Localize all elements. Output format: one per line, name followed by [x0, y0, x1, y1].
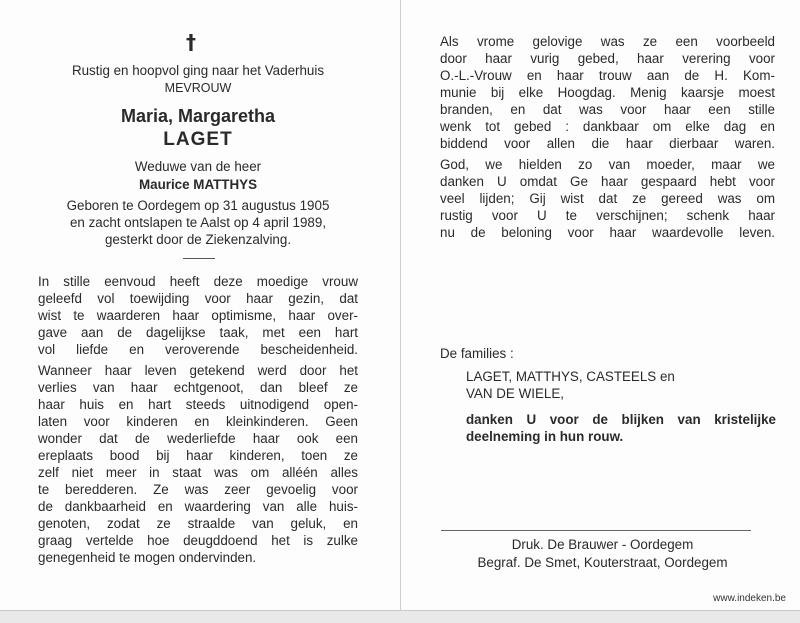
text-line: te beredderen. Ze was zeer gevoelig voor: [38, 482, 358, 497]
first-names: Maria, Margaretha: [120, 106, 276, 126]
printer-credit: Druk. De Brauwer - Oordegem: [511, 537, 694, 552]
sacrament-line: gesterkt door de Ziekenzalving.: [104, 232, 292, 247]
text-line: Als vrome gelovige was ze een voorbeeld: [440, 34, 775, 49]
salutation: MEVROUW: [164, 81, 232, 95]
text-line: Wanneer haar leven getekend werd door het: [38, 363, 358, 378]
text-line: vol liefde en veroverende bescheidenheid.: [38, 342, 358, 357]
fold-line: [400, 0, 401, 610]
text-line: O.-L.-Vrouw en haar trouw aan de H. Kom-: [440, 68, 775, 83]
family-names: LAGET, MATTHYS, CASTEELS en: [466, 369, 675, 384]
separator: [441, 530, 751, 531]
text-line: veel lijden; Gij wist dat ze gereed was om: [440, 191, 775, 206]
text-line: zelf niet meer in staat was om alléén alles: [38, 465, 358, 480]
text-line: wenk tot gebed : dankbaar om elke dag en: [440, 119, 775, 134]
text-line: de dankbaarheid en waardering van alle huis-: [38, 499, 358, 514]
thanks-line: danken U voor de blijken van kristelijke: [466, 412, 776, 427]
text-line: haar huis en hart steeds uitnodigend open-: [38, 397, 358, 412]
text-line: God, we hielden zo van moeder, maar we: [440, 157, 775, 172]
husband-name: Maurice MATTHYS: [138, 177, 258, 192]
text-line: door haar vurig gebed, haar verering voor: [440, 51, 775, 66]
text-line: wonder dat de wederliefde haar ook een: [38, 431, 358, 446]
text-line: ereplaats bood bij haar kinderen, toen ze: [38, 448, 358, 463]
watermark: www.indeken.be: [713, 593, 786, 604]
death-line: en zacht ontslapen te Aalst op 4 april 1989,: [69, 215, 327, 230]
surname: LAGET: [163, 129, 233, 150]
birth-line: Geboren te Oordegem op 31 augustus 1905: [66, 198, 330, 213]
text-line: wist te waarderen haar optimisme, haar over-: [38, 308, 358, 323]
text-line: verlies van haar echtgenoot, dan bleef ze: [38, 380, 358, 395]
text-line: biddend voor allen die haar dierbaar waren.: [440, 136, 775, 151]
family-names: VAN DE WIELE,: [466, 386, 564, 401]
text-line: genegenheid te mogen ondervinden.: [38, 550, 257, 565]
text-line: laten voor kinderen en kleinkinderen. Geen: [38, 414, 358, 429]
text-line: branden, en dat was voor haar een stille: [440, 102, 775, 117]
text-line: geleefd vol toewijding voor haar gezin, dat: [38, 291, 358, 306]
text-line: gave aan de dagelijkse taak, met een hart: [38, 325, 358, 340]
card-bottom-edge: [0, 610, 800, 623]
undertaker-credit: Begraf. De Smet, Kouterstraat, Oordegem: [477, 555, 728, 570]
widow-of: Weduwe van de heer: [134, 159, 262, 174]
intro-line: Rustig en hoopvol ging naar het Vaderhuis: [71, 63, 325, 78]
text-line: genoten, zodat ze straalde van geluk, en: [38, 516, 358, 531]
cross-icon: †: [186, 30, 196, 54]
text-line: In stille eenvoud heeft deze moedige vrouw: [38, 274, 358, 289]
text-line: munie bij elke Hoogdag. Menig kaarsje moest: [440, 85, 775, 100]
text-line: danken U omdat Ge haar gespaard hebt voor: [440, 174, 775, 189]
separator: [183, 258, 215, 259]
text-line: nu de beloning voor haar waardevolle leven.: [440, 225, 775, 240]
families-label: De families :: [440, 346, 514, 361]
text-line: graag vertelde hoe deugddoend het is zulke: [38, 533, 358, 548]
text-line: rustig voor U te verschijnen; schenk haar: [440, 208, 775, 223]
thanks-line: deelneming in hun rouw.: [466, 429, 624, 444]
